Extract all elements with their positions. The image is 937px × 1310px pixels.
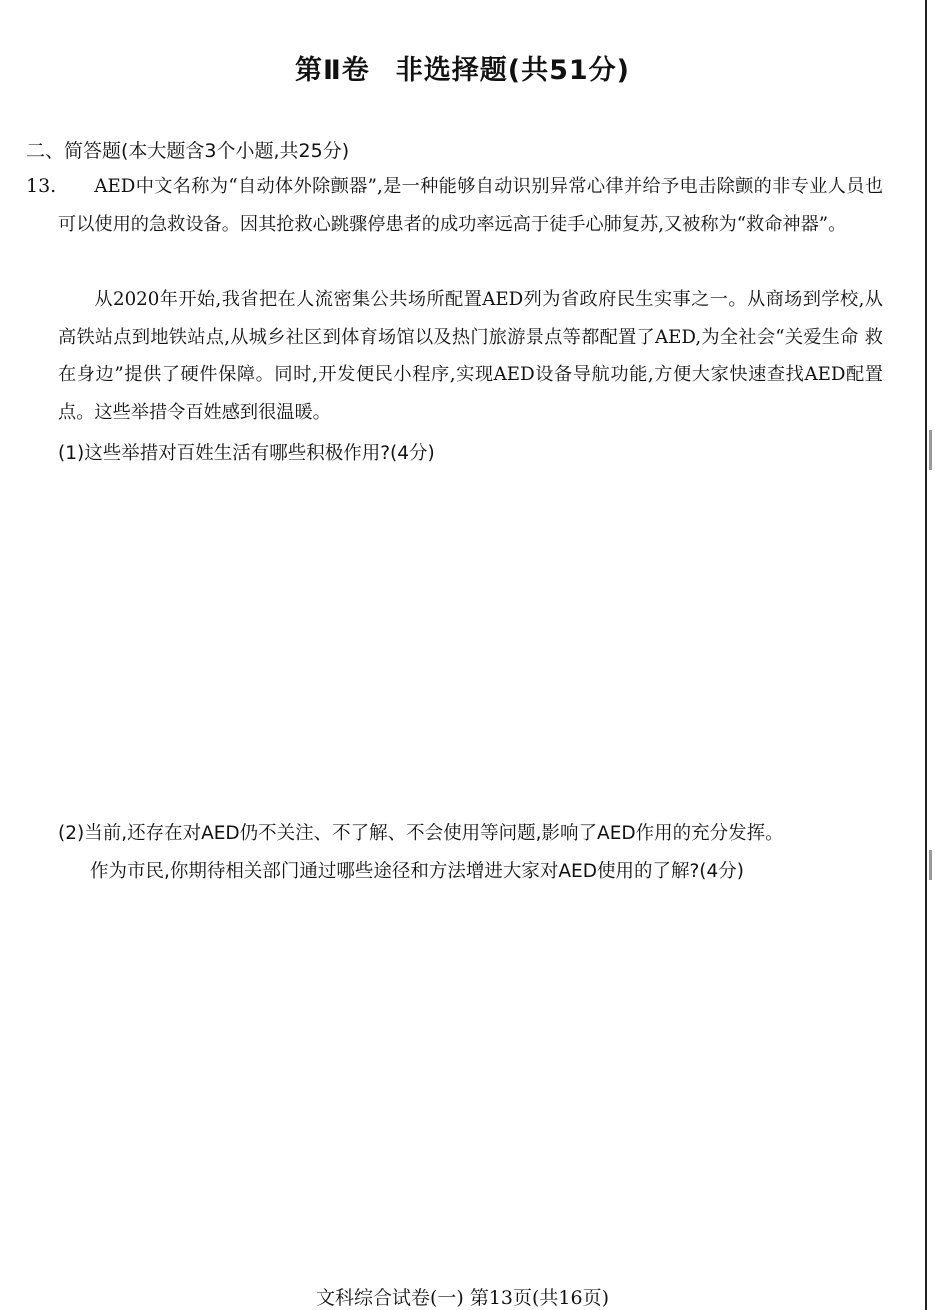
sub-question-1: (1)这些举措对百姓生活有哪些积极作用?(4分) <box>58 443 435 464</box>
answer-area-1[interactable] <box>58 478 883 798</box>
sub-question-2: (2)当前,还存在对AED仍不关注、不了解、不会使用等问题,影响了AED作用的充分发挥。 <box>58 823 784 844</box>
scan-mark <box>929 850 932 880</box>
right-margin-rule <box>925 0 927 1310</box>
page-footer: 文科综合试卷(一) 第13页(共16页) <box>315 1287 610 1309</box>
question-paragraph: AED中文名称为“自动体外除颤器”,是一种能够自动识别异常心律并给予电击除颤的非专业人员也可以使用的急救设备。因其抢救心跳骤停患者的成功率远高于徒手心肺复苏,又被称为“救命神器”。 <box>58 176 883 235</box>
answer-area-2[interactable] <box>58 897 883 1257</box>
volume-label: 第Ⅱ卷 <box>294 55 370 86</box>
question-paragraph: 从2020年开始,我省把在人流密集公共场所配置AED列为省政府民生实事之一。从商场到学校,从高铁站点到地铁站点,从城乡社区到体育场馆以及热门旅游景点等都配置了AED,为全社会“关爱生命 救在身边”提供了硬件保障。同时,开发便民小程序,实现AED设备导航功能,方便大家快速查找AED配置点。这些举措令百姓感到很温暖。 <box>58 289 883 423</box>
volume-subtitle: 非选择题(共51分) <box>395 55 631 86</box>
sub-question-2-continued: 作为市民,你期待相关部门通过哪些途径和方法增进大家对AED使用的了解?(4分) <box>90 861 744 882</box>
page-title <box>0 48 925 87</box>
section-heading: 二、简答题(本大题含3个小题,共25分) <box>26 140 350 162</box>
scan-mark <box>929 430 932 470</box>
question-number: 13. <box>26 175 57 197</box>
